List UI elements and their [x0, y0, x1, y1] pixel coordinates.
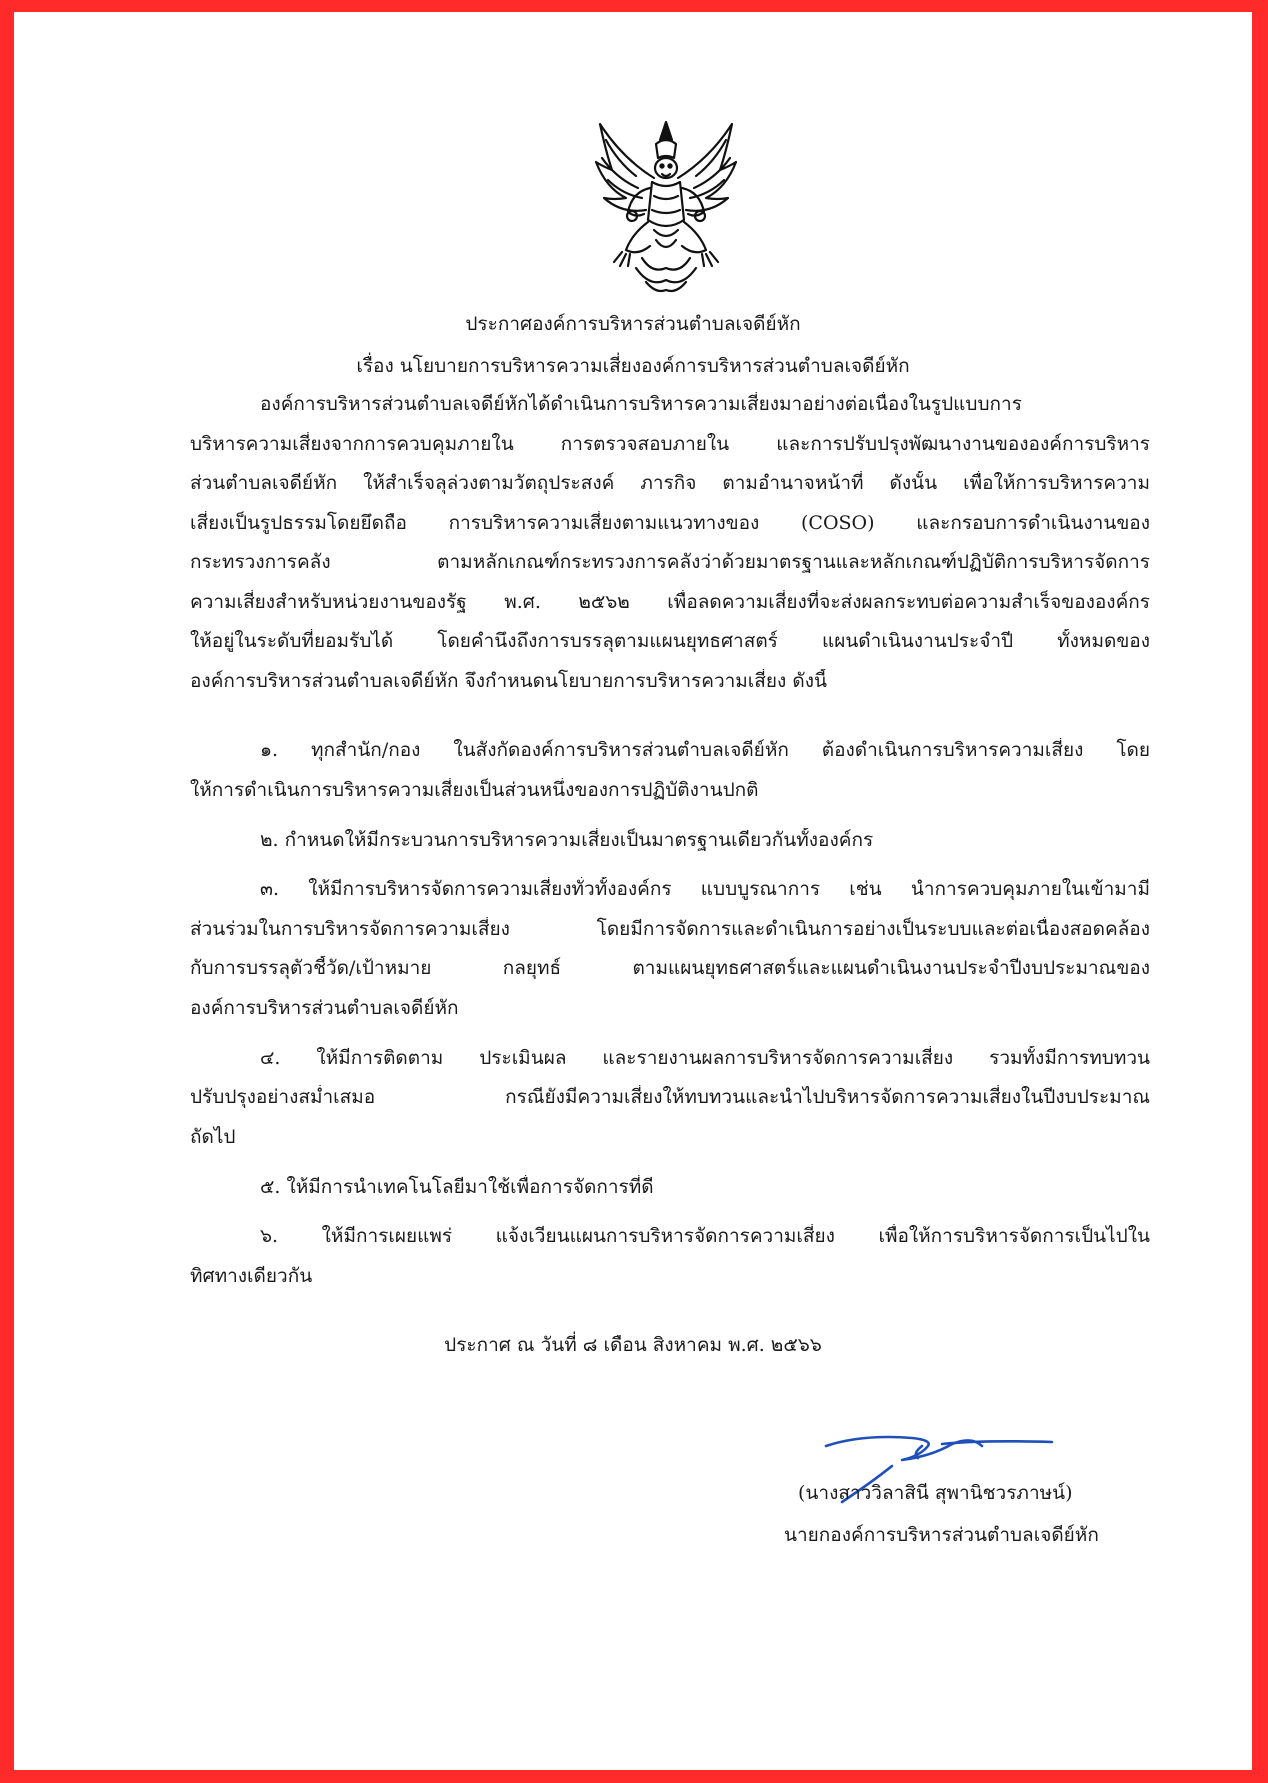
policy-item-2: ๒. กำหนดให้มีกระบวนการบริหารความเสี่ยงเป็นมาตรฐานเดียวกันทั้งองค์กร	[260, 829, 874, 851]
intro-line: องค์การบริหารส่วนตำบลเจดีย์หักได้ดำเนินการบริหารความเสี่ยงมาอย่างต่อเนื่องในรูปแบบการ	[260, 393, 1022, 415]
policy-item-1: ให้การดำเนินการบริหารความเสี่ยงเป็นส่วนหนึ่งของการปฏิบัติงานปกติ	[190, 779, 759, 801]
intro-line: เสี่ยงเป็นรูปธรรมโดยยึดถือ การบริหารความเสี่ยงตามแนวทางของ (COSO) และกรอบการดำเนินงานของ	[190, 512, 1150, 534]
intro-line: ความเสี่ยงสำหรับหน่วยงานของรัฐ พ.ศ. ๒๕๖๒ เพื่อลดความเสี่ยงที่จะส่งผลกระทบต่อความสำเร็จขององค์กร	[190, 591, 1150, 613]
policy-item-6: ๖. ให้มีการเผยแพร่ แจ้งเวียนแผนการบริหารจัดการความเสี่ยง เพื่อให้การบริหารจัดการเป็นไปใน	[260, 1225, 1150, 1247]
intro-line: บริหารความเสี่ยงจากการควบคุมภายใน การตรวจสอบภายใน และการปรับปรุงพัฒนางานขององค์การบริหาร	[190, 433, 1150, 455]
policy-item-5: ๕. ให้มีการนำเทคโนโลยีมาใช้เพื่อการจัดการที่ดี	[260, 1176, 654, 1198]
policy-item-3: องค์การบริหารส่วนตำบลเจดีย์หัก	[190, 997, 459, 1019]
signer-position: นายกองค์การบริหารส่วนตำบลเจดีย์หัก	[784, 1524, 1099, 1546]
policy-item-3: ๓. ให้มีการบริหารจัดการความเสี่ยงทั่วทั้งองค์กร แบบบูรณาการ เช่น นำการควบคุมภายในเข้ามามี	[260, 878, 1150, 900]
policy-item-6: ทิศทางเดียวกัน	[190, 1265, 313, 1287]
signer-name: (นางสาววิลาสินี สุพานิชวรภาษน์)	[798, 1482, 1073, 1504]
intro-line: ส่วนตำบลเจดีย์หัก ให้สำเร็จลุล่วงตามวัตถุประสงค์ ภารกิจ ตามอำนาจหน้าที่ ดังนั้น เพื่อให้การบริหารความ	[190, 472, 1150, 494]
announcement-subject: เรื่อง นโยบายการบริหารความเสี่ยงองค์การบริหารส่วนตำบลเจดีย์หัก	[356, 355, 910, 377]
policy-item-1: ๑. ทุกสำนัก/กอง ในสังกัดองค์การบริหารส่วนตำบลเจดีย์หัก ต้องดำเนินการบริหารความเสี่ยง โดย	[260, 739, 1150, 761]
document-page	[14, 12, 1252, 1770]
garuda-emblem-icon	[592, 118, 740, 296]
announcement-title: ประกาศองค์การบริหารส่วนตำบลเจดีย์หัก	[465, 313, 801, 335]
policy-item-3: ส่วนร่วมในการบริหารจัดการความเสี่ยง โดยมีการจัดการและดำเนินการอย่างเป็นระบบและต่อเนื่องสอดคล้อง	[190, 918, 1150, 940]
policy-item-4: ถัดไป	[190, 1126, 236, 1148]
intro-line: ให้อยู่ในระดับที่ยอมรับได้ โดยคำนึงถึงการบรรลุตามแผนยุทธศาสตร์ แผนดำเนินงานประจำปี ทั้งหมดของ	[190, 630, 1150, 652]
policy-item-4: ๔. ให้มีการติดตาม ประเมินผล และรายงานผลการบริหารจัดการความเสี่ยง รวมทั้งมีการทบทวน	[260, 1047, 1150, 1069]
announcement-date: ประกาศ ณ วันที่ ๘ เดือน สิงหาคม พ.ศ. ๒๕๖๖	[444, 1334, 822, 1356]
intro-line: องค์การบริหารส่วนตำบลเจดีย์หัก จึงกำหนดนโยบายการบริหารความเสี่ยง ดังนี้	[190, 670, 827, 692]
policy-item-3: กับการบรรลุตัวชี้วัด/เป้าหมาย กลยุทธ์ ตามแผนยุทธศาสตร์และแผนดำเนินงานประจำปีงบประมาณของ	[190, 957, 1150, 979]
intro-line: กระทรวงการคลัง ตามหลักเกณฑ์กระทรวงการคลังว่าด้วยมาตรฐานและหลักเกณฑ์ปฏิบัติการบริหารจัดการ	[190, 551, 1150, 573]
policy-item-4: ปรับปรุงอย่างสม่ำเสมอ กรณียังมีความเสี่ยงให้ทบทวนและนำไปบริหารจัดการความเสี่ยงในปีงบประมาณ	[190, 1086, 1150, 1108]
